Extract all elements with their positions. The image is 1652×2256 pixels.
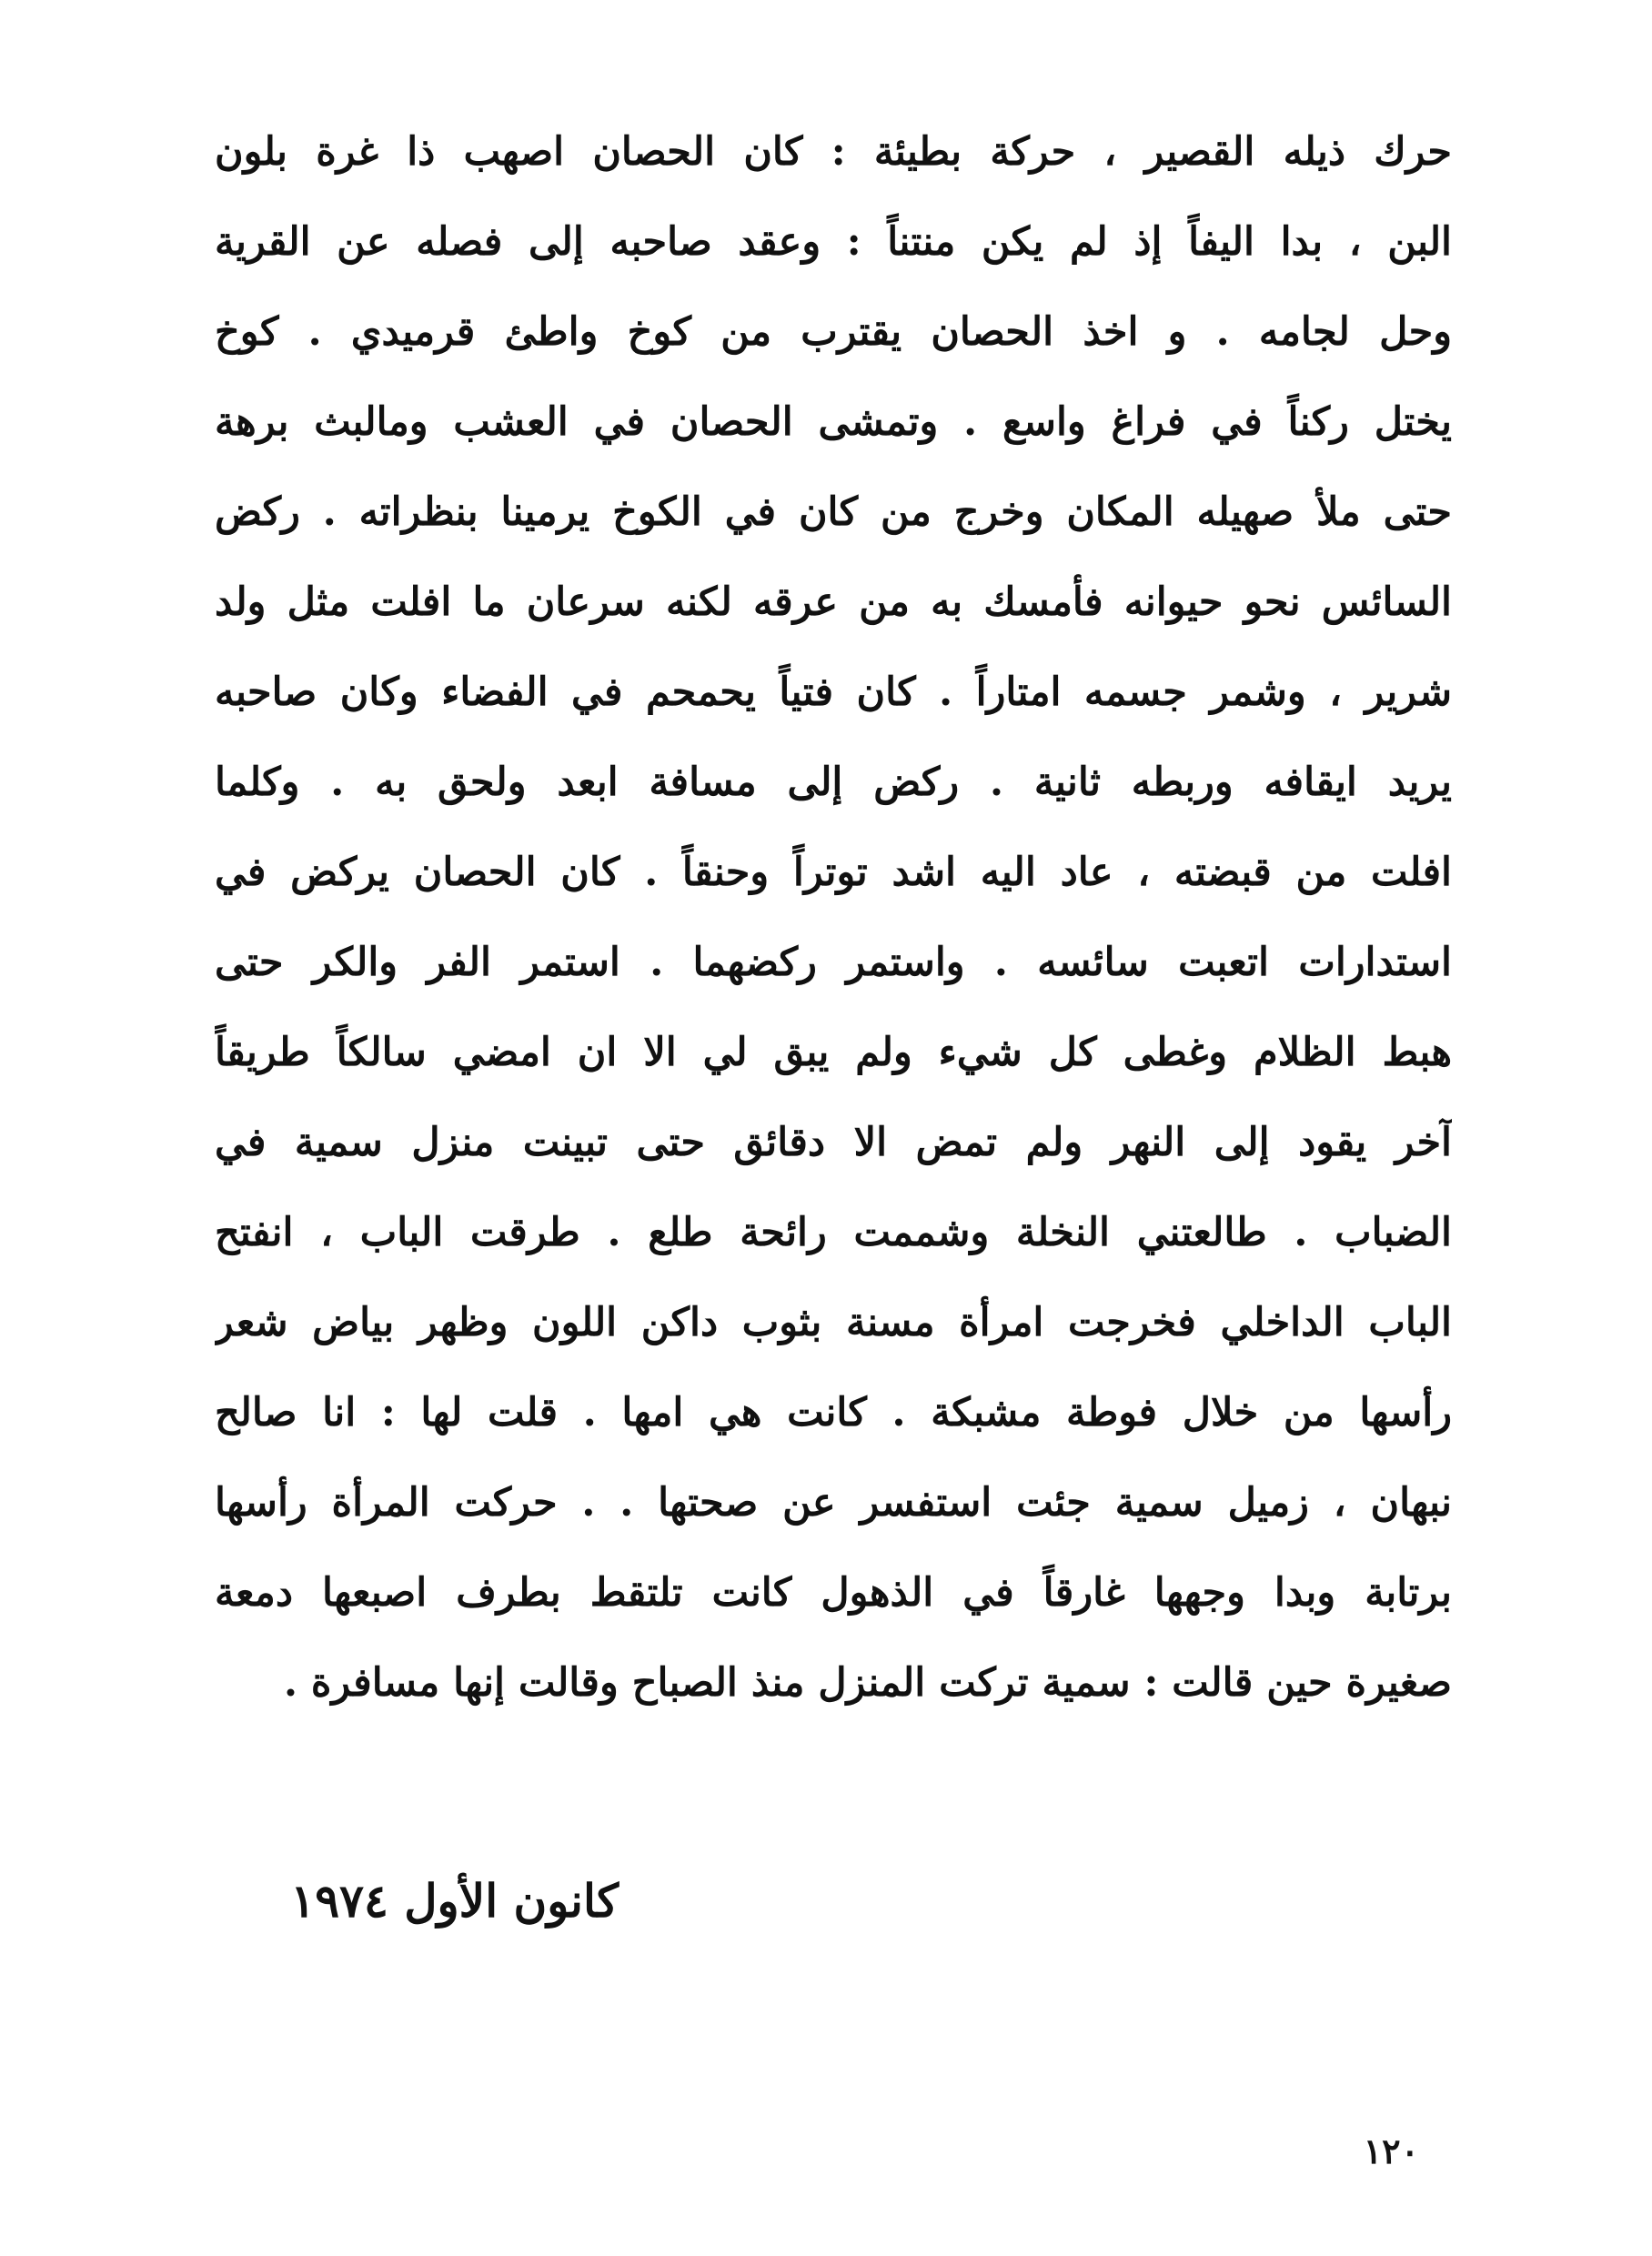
text-line: هبط الظلام وغطى كل شيء ولم يبق لي الا ان امضي سالكاً طريقاً — [215, 1030, 1452, 1075]
text-line: وحل لجامه . و اخذ الحصان يقترب من كوخ واطئ قرميدي . كوخ — [215, 309, 1452, 355]
text-line: الضباب . طالعتني النخلة وشممت رائحة طلع . طرقت الباب ، انفتح — [215, 1210, 1452, 1255]
text-line: برتابة وبدا وجهها غارقاً في الذهول كانت تلتقط بطرف اصبعها دمعة — [215, 1570, 1452, 1616]
date-signature: كانون الأول ١٩٧٤ — [290, 1874, 619, 1928]
text-line: شرير ، وشمر جسمه امتاراً . كان فتياً يحمحم في الفضاء وكان صاحبه — [215, 670, 1452, 715]
text-line: حرك ذيله القصير ، حركة بطيئة : كان الحصان اصهب ذا غرة بلون — [215, 129, 1452, 175]
text-line: السائس نحو حيوانه فأمسك به من عرقه لكنه سرعان ما افلت مثل ولد — [215, 579, 1452, 625]
body-text — [215, 107, 1452, 1728]
text-line: افلت من قبضته ، عاد اليه اشد توتراً وحنقاً . كان الحصان يركض في — [215, 850, 1452, 895]
text-line: البن ، بدا اليفاً إذ لم يكن منتناً : وعقد صاحبه إلى فصله عن القرية — [215, 219, 1452, 265]
text-line: حتى ملأ صهيله المكان وخرج من كان في الكوخ يرمينا بنظراته . ركض — [215, 489, 1452, 535]
text-line: رأسها من خلال فوطة مشبكة . كانت هي امها . قلت لها : انا صالح — [215, 1390, 1452, 1435]
text-line: يختل ركناً في فراغ واسع . وتمشى الحصان في العشب ومالبث برهة — [215, 399, 1452, 445]
text-line: آخر يقود إلى النهر ولم تمض الا دقائق حتى تبينت منزل سمية في — [215, 1120, 1452, 1165]
page-number: ١٢٠ — [1363, 2130, 1419, 2171]
text-line: يريد ايقافه وربطه ثانية . ركض إلى مسافة ابعد ولحق به . وكلما — [215, 760, 1452, 805]
text-line: الباب الداخلي فخرجت امرأة مسنة بثوب داكن اللون وظهر بياض شعر — [215, 1300, 1452, 1345]
text-line: استدارات اتعبت سائسه . واستمر ركضهما . استمر الفر والكر حتى — [215, 940, 1452, 985]
text-line: صغيرة حين قالت : سمية تركت المنزل منذ الصباح وقالت إنها مسافرة . — [283, 1660, 1452, 1706]
text-line: نبهان ، زميل سمية جئت استفسر عن صحتها . . حركت المرأة رأسها — [215, 1480, 1452, 1526]
